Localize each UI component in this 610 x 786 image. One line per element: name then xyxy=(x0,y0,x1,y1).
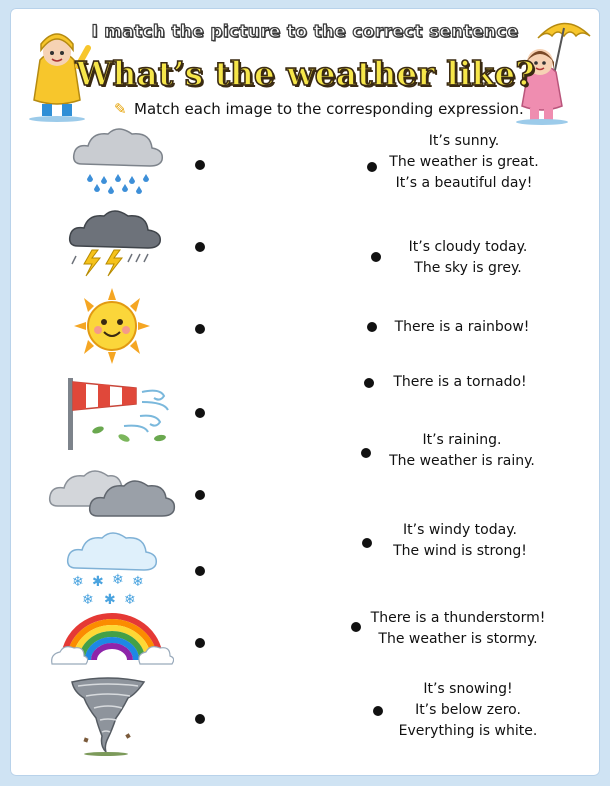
sentence-1 xyxy=(354,131,574,194)
sentence-line: The weather is great. xyxy=(389,154,539,170)
thunderstorm-icon xyxy=(66,206,166,278)
sentence-line: There is a thunderstorm! xyxy=(370,610,546,626)
picture-dot-5[interactable] xyxy=(195,490,205,500)
picture-dot-6[interactable] xyxy=(195,566,205,576)
svg-text:❄: ❄ xyxy=(82,592,94,608)
sentence-line: It’s snowing! xyxy=(423,681,513,697)
sentence-line: The weather is stormy. xyxy=(378,631,538,647)
svg-text:✱: ✱ xyxy=(104,592,116,608)
snow-cloud-icon xyxy=(64,528,158,608)
sentence-line: It’s raining. xyxy=(422,432,502,448)
sentence-4 xyxy=(350,372,570,393)
picture-dot-2[interactable] xyxy=(195,242,205,252)
sentence-line: It’s a beautiful day! xyxy=(395,175,533,191)
sentence-line: The weather is rainy. xyxy=(389,453,535,469)
svg-text:❄: ❄ xyxy=(112,572,124,588)
instruction xyxy=(114,100,524,118)
sentence-2 xyxy=(358,237,578,279)
picture-dot-3[interactable] xyxy=(195,324,205,334)
instruction-text: Match each image to the corresponding expression. xyxy=(134,100,524,118)
sentence-line: The wind is strong! xyxy=(393,543,527,559)
sentence-line: It’s cloudy today. xyxy=(408,239,528,255)
svg-text:✱: ✱ xyxy=(92,574,104,590)
picture-dot-4[interactable] xyxy=(195,408,205,418)
sentence-6 xyxy=(350,520,570,562)
tornado-icon xyxy=(66,676,150,756)
sentence-line: There is a tornado! xyxy=(393,374,527,390)
sentence-line: It’s windy today. xyxy=(403,522,517,538)
sentence-3 xyxy=(352,317,572,338)
rainbow-icon xyxy=(50,606,174,668)
sentence-7 xyxy=(348,608,568,650)
sentence-line: The sky is grey. xyxy=(414,260,522,276)
sentence-line: There is a rainbow! xyxy=(394,319,530,335)
pencil-icon: ✎ xyxy=(114,100,127,118)
sun-icon xyxy=(70,288,154,364)
sentence-5 xyxy=(352,430,572,472)
svg-text:❄: ❄ xyxy=(132,574,144,590)
worksheet-title: What’s the weather like? xyxy=(75,54,535,93)
sentence-line: It’s sunny. xyxy=(428,133,500,149)
picture-dot-7[interactable] xyxy=(195,638,205,648)
worksheet-subtitle: I match the picture to the correct sentence xyxy=(91,22,519,42)
picture-dot-8[interactable] xyxy=(195,714,205,724)
cloudy-icon xyxy=(48,464,178,520)
sentence-8 xyxy=(358,679,578,742)
rain-cloud-icon xyxy=(68,126,168,194)
picture-dot-1[interactable] xyxy=(195,160,205,170)
windsock-icon xyxy=(64,376,174,452)
sentence-line: It’s below zero. xyxy=(415,702,521,718)
svg-text:❄: ❄ xyxy=(72,574,84,590)
sentence-line: Everything is white. xyxy=(398,723,538,739)
svg-text:❄: ❄ xyxy=(124,592,136,608)
